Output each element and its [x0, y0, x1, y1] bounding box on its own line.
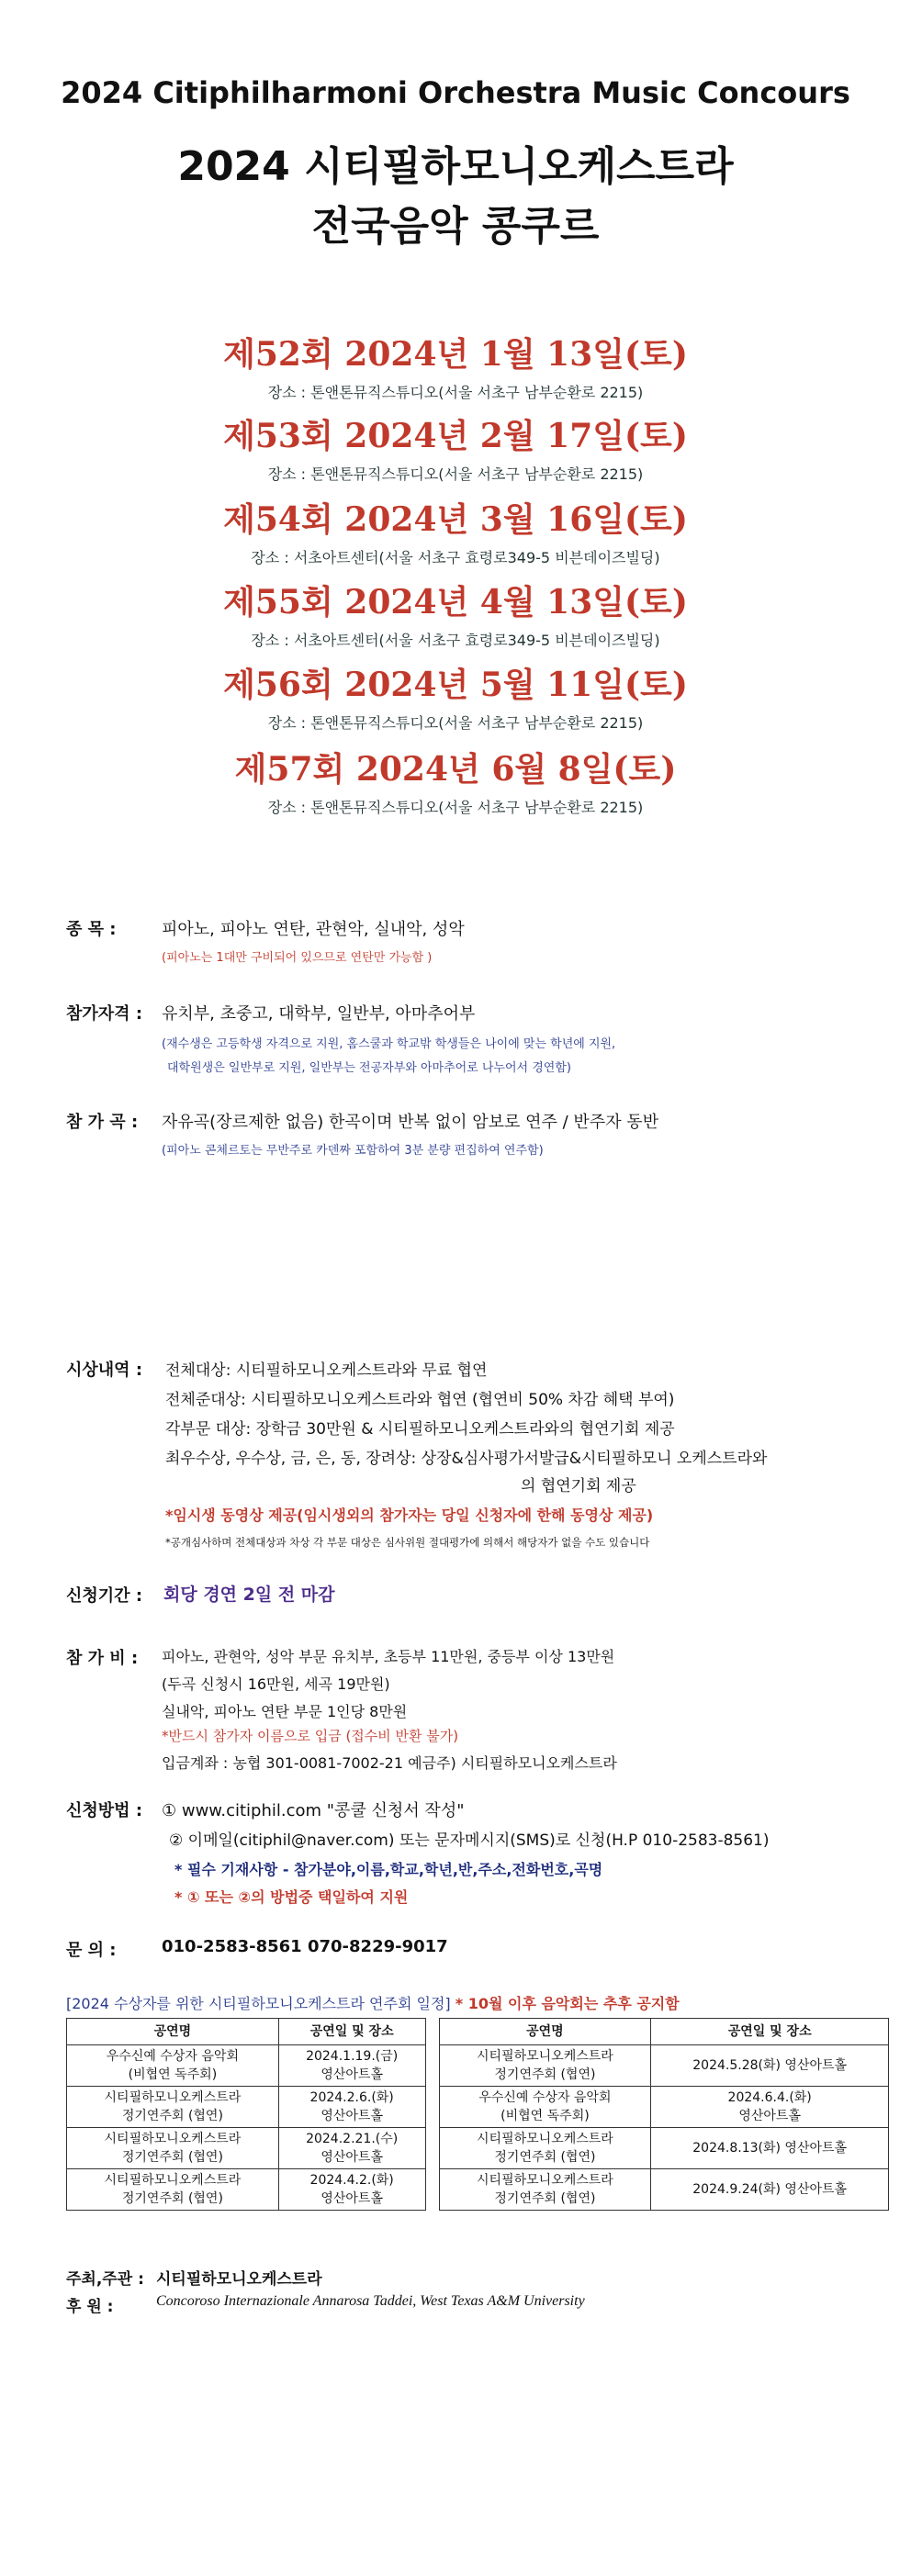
concert-date: 2024.4.2.(화)	[309, 2173, 394, 2188]
concert-name: 시티필하모니오케스트라	[477, 2132, 613, 2146]
piece-label: 참 가 곡 :	[66, 1113, 139, 1132]
concert-venue: 영산아트홀	[738, 2109, 801, 2123]
event-place: 장소 : 톤앤톤뮤직스튜디오(서울 서초구 남부순환로 2215)	[267, 714, 644, 732]
concert-name: 우수신예 수상자 음악회	[106, 2049, 239, 2064]
table-row	[67, 2128, 889, 2169]
concert-type: 정기연주회 (협연)	[121, 2150, 223, 2165]
fee-line-2: (두곡 신청시 16만원, 세곡 19만원)	[162, 1675, 390, 1693]
concert-type: 정기연주회 (협연)	[494, 2150, 596, 2165]
deadline-value: 회당 경연 2일 전 마감	[163, 1585, 335, 1605]
concert-venue: 영산아트홀	[321, 2067, 383, 2082]
category-value: 피아노, 피아노 연탄, 관현악, 실내악, 성악	[162, 920, 465, 939]
concert-type: 정기연주회 (협연)	[494, 2067, 596, 2082]
awards-label: 시상내역 :	[66, 1361, 143, 1380]
apply-required-fields: * 필수 기재사항 - 참가분야,이름,학교,학년,반,주소,전화번호,곡명	[174, 1861, 603, 1878]
award-video-note: *임시생 동영상 제공(임시생외의 참가자는 당일 신청자에 한해 동영상 제공)	[165, 1506, 654, 1524]
english-title: 2024 Citiphilharmoni Orchestra Music Concours	[61, 75, 850, 110]
eligibility-note-2: 대학원생은 일반부로 지원, 일반부는 전공자부와 아마추어로 나누어서 경연함)	[167, 1061, 571, 1075]
concert-type: (비협연 독주회)	[500, 2109, 590, 2123]
apply-choose-note: * ① 또는 ②의 방법중 택일하여 지원	[174, 1888, 409, 1906]
sponsor-label: 후 원 :	[66, 2298, 114, 2316]
concert-name: 시티필하모니오케스트라	[104, 2090, 242, 2105]
concert-venue: 영산아트홀	[321, 2191, 383, 2206]
apply-method-1: ① www.citiphil.com "콩쿨 신청서 작성"	[162, 1801, 465, 1820]
concert-name: 시티필하모니오케스트라	[104, 2132, 242, 2146]
table-row	[67, 2169, 889, 2211]
event-date: 제55회 2024년 4월 13일(토)	[223, 583, 688, 622]
header-cell: 공연일 및 장소	[651, 2019, 889, 2045]
apply-method-2: ② 이메일(citiphil@naver.com) 또는 문자메시지(SMS)로 신청(H.P 010-2583-8561)	[169, 1831, 770, 1850]
event-place: 장소 : 톤앤톤뮤직스튜디오(서울 서초구 남부순환로 2215)	[267, 465, 644, 483]
schedule-caption-title: [2024 수상자를 위한 시티필하모니오케스트라 연주회 일정]	[66, 1995, 451, 2012]
event-54	[0, 494, 911, 567]
event-place: 장소 : 서초아트센터(서울 서초구 효령로349-5 비븐데이즈빌딩)	[251, 632, 660, 649]
table-row	[67, 2087, 889, 2128]
event-date: 제56회 2024년 5월 11일(토)	[223, 666, 688, 704]
header-cell: 공연명	[67, 2019, 279, 2045]
award-judging-note: *공개심사하며 전체대상과 차상 각 부문 대상은 심사위원 절대평가에 의해서 해당자가 없을 수도 있습니다	[165, 1536, 650, 1549]
event-52	[0, 329, 911, 402]
event-56	[0, 659, 911, 733]
event-53	[0, 410, 911, 484]
concert-date: 2024.6.4.(화)	[727, 2090, 812, 2105]
event-57	[0, 744, 911, 817]
host-value: 시티필하모니오케스트라	[156, 2270, 322, 2289]
korean-title-line-2: 전국음악 콩쿠르	[311, 203, 600, 250]
event-date: 제54회 2024년 3월 16일(토)	[223, 500, 688, 539]
eligibility-label: 참가자격 :	[66, 1004, 143, 1024]
table-header-row	[67, 2019, 889, 2045]
award-grand: 전체대상: 시티필하모니오케스트라와 무료 협연	[165, 1361, 488, 1380]
concert-type: 정기연주회 (협연)	[121, 2109, 223, 2123]
concert-venue: 영산아트홀	[321, 2109, 383, 2123]
award-division: 각부문 대상: 장학금 30만원 & 시티필하모니오케스트라와의 협연기회 제공	[165, 1420, 675, 1439]
eligibility-note-1: (재수생은 고등학생 자격으로 지원, 홈스쿨과 학교밖 학생들은 나이에 맞는 학년에 지원,	[162, 1037, 616, 1051]
fee-line-3: 실내악, 피아노 연탄 부문 1인당 8만원	[162, 1703, 408, 1720]
fee-label: 참 가 비 :	[66, 1649, 139, 1668]
award-second: 전체준대상: 시티필하모니오케스트라와 협연 (협연비 50% 차감 혜택 부여)	[165, 1391, 675, 1409]
concert-date-venue: 2024.9.24(화) 영산아트홀	[692, 2182, 848, 2197]
header-cell: 공연일 및 장소	[278, 2019, 425, 2045]
concert-name: 시티필하모니오케스트라	[477, 2173, 613, 2188]
concert-name: 우수신예 수상자 음악회	[478, 2090, 612, 2105]
concert-type: 정기연주회 (협연)	[121, 2191, 223, 2206]
event-55	[0, 577, 911, 650]
award-others: 최우수상, 우수상, 금, 은, 동, 장려상: 상장&심사평가서발급&시티필하모니 오케스트라와	[165, 1450, 768, 1468]
fee-line-4: *반드시 참가자 이름으로 입금 (접수비 반환 불가)	[162, 1728, 459, 1744]
apply-label: 신청방법 :	[66, 1801, 143, 1820]
concert-date: 2024.2.21.(수)	[306, 2132, 399, 2146]
sponsor-value: Concoroso Internazionale Annarosa Taddei, West Texas A&M University	[156, 2293, 585, 2309]
event-date: 제52회 2024년 1월 13일(토)	[223, 335, 688, 374]
event-date: 제57회 2024년 6월 8일(토)	[234, 750, 677, 789]
event-place: 장소 : 서초아트센터(서울 서초구 효령로349-5 비븐데이즈빌딩)	[251, 549, 660, 566]
schedule-caption	[66, 1992, 680, 2013]
contact-label: 문 의 :	[66, 1941, 117, 1960]
fee-line-5: 입금계좌 : 농협 301-0081-7002-21 예금주) 시티필하모니오케스트라	[162, 1754, 617, 1772]
contact-value: 010-2583-8561 070-8229-9017	[162, 1937, 448, 1956]
schedule-table	[66, 2018, 889, 2211]
event-date: 제53회 2024년 2월 17일(토)	[223, 417, 688, 455]
eligibility-value: 유치부, 초중고, 대학부, 일반부, 아마추어부	[162, 1004, 476, 1024]
concert-type: (비협연 독주회)	[128, 2067, 218, 2082]
award-others-cont: 의 협연기회 제공	[521, 1477, 636, 1495]
event-place: 장소 : 톤앤톤뮤직스튜디오(서울 서초구 남부순환로 2215)	[267, 799, 644, 816]
korean-title-line-1: 2024 시티필하모니오케스트라	[177, 143, 734, 190]
category-label: 종 목 :	[66, 920, 117, 939]
concert-date: 2024.1.19.(금)	[306, 2049, 399, 2064]
host-label: 주최,주관 :	[66, 2270, 144, 2289]
concert-venue: 영산아트홀	[321, 2150, 383, 2165]
event-place: 장소 : 톤앤톤뮤직스튜디오(서울 서초구 남부순환로 2215)	[267, 384, 644, 401]
concert-name: 시티필하모니오케스트라	[477, 2049, 613, 2064]
schedule-caption-note: * 10월 이후 음악회는 추후 공지함	[455, 1995, 680, 2012]
deadline-label: 신청기간 :	[66, 1586, 143, 1606]
header-cell: 공연명	[439, 2019, 651, 2045]
category-note: (피아노는 1대만 구비되어 있으므로 연탄만 가능함 )	[162, 951, 433, 965]
piece-note: (피아노 콘체르토는 무반주로 카덴짜 포함하여 3분 분량 편집하여 연주함)	[162, 1144, 544, 1158]
fee-line-1: 피아노, 관현악, 성악 부문 유치부, 초등부 11만원, 중등부 이상 13만원	[162, 1648, 615, 1665]
table-row	[67, 2045, 889, 2087]
concert-date-venue: 2024.8.13(화) 영산아트홀	[692, 2141, 848, 2156]
concert-date: 2024.2.6.(화)	[309, 2090, 394, 2105]
concert-type: 정기연주회 (협연)	[494, 2191, 596, 2206]
concert-date-venue: 2024.5.28(화) 영산아트홀	[692, 2058, 848, 2073]
concert-name: 시티필하모니오케스트라	[104, 2173, 242, 2188]
piece-value: 자유곡(장르제한 없음) 한곡이며 반복 없이 암보로 연주 / 반주자 동반	[162, 1113, 659, 1132]
